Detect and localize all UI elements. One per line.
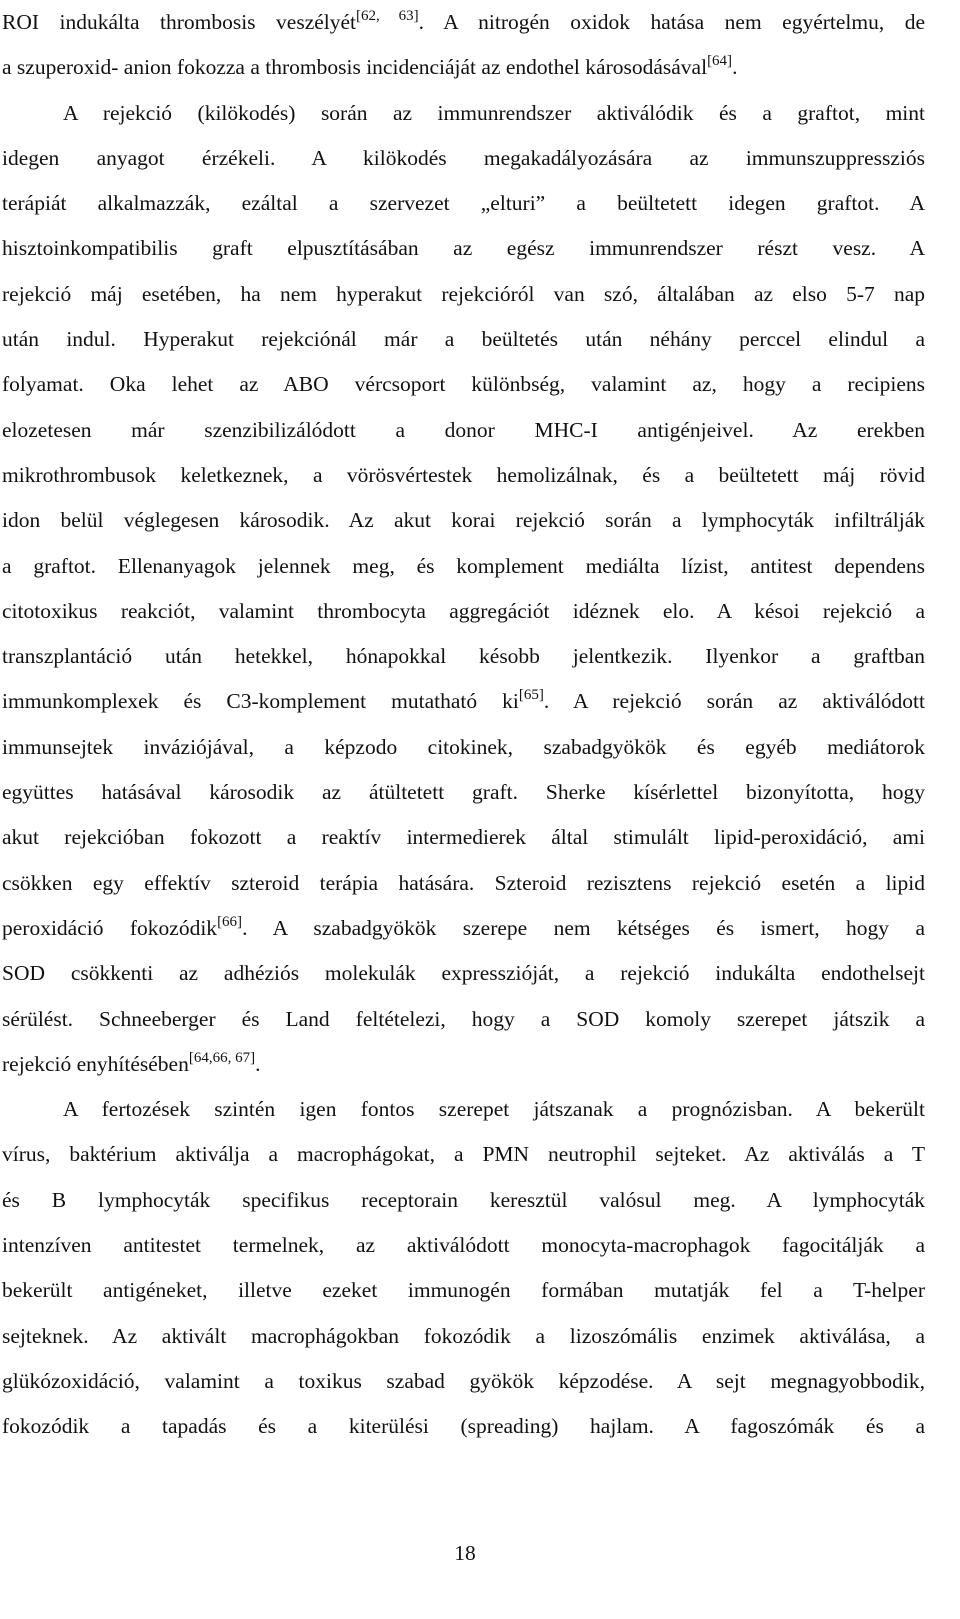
text-segment: sejteknek. Az aktivált macrophágokban fokozódik a lizoszómális enzimek aktiválása, a bbox=[2, 1323, 925, 1348]
text-line bbox=[2, 770, 925, 815]
text-line bbox=[2, 91, 925, 136]
text-line bbox=[2, 226, 925, 271]
text-segment: A rejekció (kilökodés) során az immunrendszer aktiválódik és a graftot, mint bbox=[63, 100, 925, 125]
text-segment: transzplantáció után hetekkel, hónapokkal késobb jelentkezik. Ilyenkor a graftban bbox=[2, 644, 925, 669]
text-line bbox=[2, 136, 925, 181]
text-segment: . A rejekció során az aktiválódott bbox=[543, 689, 925, 714]
text-segment: ROI indukálta thrombosis veszélyét bbox=[2, 10, 357, 34]
text-segment: elozetesen már szenzibilizálódott a donor MHC-I antigénjeivel. Az erekben bbox=[2, 417, 925, 442]
text-line bbox=[2, 1223, 925, 1268]
text-line bbox=[2, 362, 925, 407]
text-line bbox=[2, 1178, 925, 1223]
text-segment: csökken egy effektív szteroid terápia hatására. Szteroid rezisztens rejekció esetén a lipid bbox=[2, 870, 925, 895]
text-segment: után indul. Hyperakut rejekciónál már a beültetés után néhány perccel elindul a bbox=[2, 327, 925, 352]
page-number: 18 bbox=[454, 1541, 476, 1565]
text-segment: rejekció máj esetében, ha nem hyperakut rejekcióról van szó, általában az elso 5-7 nap bbox=[2, 281, 925, 306]
text-segment: sérülést. Schneeberger és Land feltételezi, hogy a SOD komoly szerepet játszik a bbox=[2, 1006, 925, 1031]
text-line bbox=[2, 679, 925, 724]
text-segment: bekerült antigéneket, illetve ezeket immunogén formában mutatják fel a T-helper bbox=[2, 1278, 925, 1303]
text-line bbox=[2, 951, 925, 996]
text-line bbox=[2, 1314, 925, 1359]
text-segment: hisztoinkompatibilis graft elpusztításában az egész immunrendszer részt vesz. A bbox=[2, 236, 925, 261]
text-segment: a szuperoxid- anion fokozza a thrombosis incidenciáját az endothel károsodásával bbox=[2, 55, 708, 80]
text-segment: citotoxikus reakciót, valamint thrombocyta aggregációt idéznek elo. A késoi rejekció a bbox=[2, 598, 925, 623]
text-segment: mikrothrombusok keletkeznek, a vörösvértestek hemolizálnak, és a beültetett máj rövid bbox=[2, 462, 925, 487]
text-segment: és B lymphocyták specifikus receptorain keresztül valósul meg. A lymphocyták bbox=[2, 1187, 925, 1212]
citation-reference: [62, 63] bbox=[356, 8, 419, 24]
text-line bbox=[2, 453, 925, 498]
text-line bbox=[2, 1087, 925, 1132]
text-segment: fokozódik a tapadás és a kiterülési (spreading) hajlam. A fagoszómák és a bbox=[2, 1414, 925, 1439]
text-segment: SOD csökkenti az adhéziós molekulák expresszióját, a rejekció indukálta endothelsejt bbox=[2, 961, 925, 986]
text-line bbox=[2, 1359, 925, 1404]
text-segment: folyamat. Oka lehet az ABO vércsoport különbség, valamint az, hogy a recipiens bbox=[2, 372, 925, 397]
text-segment: . A szabadgyökök szerepe nem kétséges és ismert, hogy a bbox=[242, 915, 925, 940]
citation-reference: [64] bbox=[707, 53, 733, 70]
text-line bbox=[2, 997, 925, 1042]
text-line bbox=[2, 1404, 925, 1449]
text-segment: . bbox=[732, 55, 738, 80]
text-line bbox=[2, 498, 925, 543]
text-line bbox=[2, 0, 925, 45]
text-segment: A fertozések szintén igen fontos szerepet játszanak a prognózisban. A bekerült bbox=[63, 1097, 925, 1122]
text-segment: idon belül véglegesen károsodik. Az akut korai rejekció során a lymphocyták infiltrálják bbox=[2, 508, 925, 533]
text-segment: . bbox=[255, 1051, 261, 1076]
text-line bbox=[2, 45, 925, 90]
text-segment: glükózoxidáció, valamint a toxikus szabad gyökök képzodése. A sejt megnagyobbodik, bbox=[2, 1368, 925, 1393]
text-segment: intenzíven antitestet termelnek, az aktiválódott monocyta-macrophagok fagocitálják a bbox=[2, 1233, 925, 1258]
text-line bbox=[2, 408, 925, 453]
text-segment: immunkomplexek és C3-komplement mutatható ki bbox=[2, 689, 519, 714]
text-segment: vírus, baktérium aktiválja a macrophágokat, a PMN neutrophil sejteket. Az aktiválás a T bbox=[2, 1142, 925, 1167]
citation-reference: [65] bbox=[518, 687, 544, 704]
text-line bbox=[2, 1042, 925, 1087]
text-line bbox=[2, 906, 925, 951]
text-line bbox=[2, 725, 925, 770]
text-line bbox=[2, 634, 925, 679]
text-segment: a graftot. Ellenanyagok jelennek meg, és komplement mediálta lízist, antitest dependens bbox=[2, 553, 925, 578]
text-line bbox=[2, 181, 925, 226]
text-segment: terápiát alkalmazzák, ezáltal a szervezet „elturi” a beültetett idegen graftot. A bbox=[2, 191, 925, 216]
citation-reference: [66] bbox=[217, 913, 243, 930]
text-segment: immunsejtek inváziójával, a képzodo citokinek, szabadgyökök és egyéb mediátorok bbox=[2, 734, 925, 759]
text-line bbox=[2, 317, 925, 362]
text-line bbox=[2, 589, 925, 634]
text-line bbox=[2, 1132, 925, 1177]
text-segment: idegen anyagot érzékeli. A kilökodés megakadályozására az immunszuppressziós bbox=[2, 145, 925, 170]
text-segment: . A nitrogén oxidok hatása nem egyértelmu, de bbox=[418, 10, 926, 34]
text-segment: peroxidáció fokozódik bbox=[2, 915, 218, 940]
text-segment: akut rejekcióban fokozott a reaktív intermedierek által stimulált lipid-peroxidáció, ami bbox=[2, 825, 925, 850]
text-line bbox=[2, 544, 925, 589]
text-line bbox=[2, 272, 925, 317]
text-line bbox=[2, 1268, 925, 1313]
body-text bbox=[2, 0, 925, 1450]
text-segment: együttes hatásával károsodik az átültetett graft. Sherke kísérlettel bizonyította, hogy bbox=[2, 780, 925, 805]
citation-reference: [64,66, 67] bbox=[188, 1049, 256, 1066]
text-line bbox=[2, 815, 925, 860]
text-segment: rejekció enyhítésében bbox=[2, 1051, 189, 1076]
text-line bbox=[2, 861, 925, 906]
